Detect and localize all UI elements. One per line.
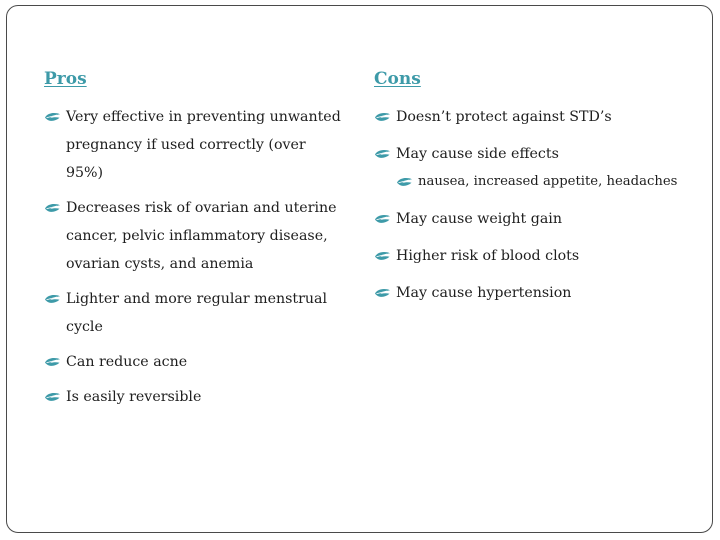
cons-subitem-text: nausea, increased appetite, headaches xyxy=(418,174,678,189)
pros-column xyxy=(44,68,344,418)
cons-item-text: May cause weight gain xyxy=(396,211,562,227)
pros-item xyxy=(44,383,344,411)
leaf-bullet-icon xyxy=(44,348,64,376)
leaf-bullet-icon xyxy=(44,103,64,131)
cons-item-text: Doesn’t protect against STD’s xyxy=(396,109,612,125)
cons-item-text: Higher risk of blood clots xyxy=(396,248,580,264)
leaf-bullet-icon xyxy=(44,383,64,411)
cons-list xyxy=(374,103,704,307)
cons-item xyxy=(374,140,704,168)
pros-item-text: Is easily reversible xyxy=(66,389,202,405)
pros-heading: Pros xyxy=(44,69,87,89)
pros-item-text: Lighter and more regular menstrual cycle xyxy=(66,291,328,335)
cons-item-text: May cause hypertension xyxy=(396,285,572,301)
cons-item xyxy=(374,279,704,307)
leaf-bullet-icon xyxy=(374,103,394,131)
leaf-bullet-icon xyxy=(374,242,394,270)
pros-item-text: Decreases risk of ovarian and uterine cancer, pelvic inflammatory disease, ovarian cysts, and anemia xyxy=(66,200,337,272)
pros-item xyxy=(44,348,344,376)
cons-item xyxy=(374,242,704,270)
cons-column xyxy=(374,68,704,316)
pros-item-text: Very effective in preventing unwanted pregnancy if used correctly (over 95%) xyxy=(66,109,341,181)
pros-item xyxy=(44,194,344,278)
leaf-bullet-icon xyxy=(374,140,394,168)
cons-subitem xyxy=(396,171,704,193)
leaf-bullet-icon xyxy=(374,205,394,233)
cons-heading: Cons xyxy=(374,69,421,89)
cons-item-text: May cause side effects xyxy=(396,146,559,162)
leaf-bullet-icon xyxy=(44,285,64,313)
pros-item xyxy=(44,285,344,341)
slide xyxy=(6,5,713,533)
pros-item xyxy=(44,103,344,187)
leaf-bullet-icon xyxy=(396,171,416,193)
leaf-bullet-icon xyxy=(44,194,64,222)
cons-item xyxy=(374,103,704,131)
pros-list xyxy=(44,103,344,411)
leaf-bullet-icon xyxy=(374,279,394,307)
pros-item-text: Can reduce acne xyxy=(66,354,188,370)
cons-item xyxy=(374,205,704,233)
